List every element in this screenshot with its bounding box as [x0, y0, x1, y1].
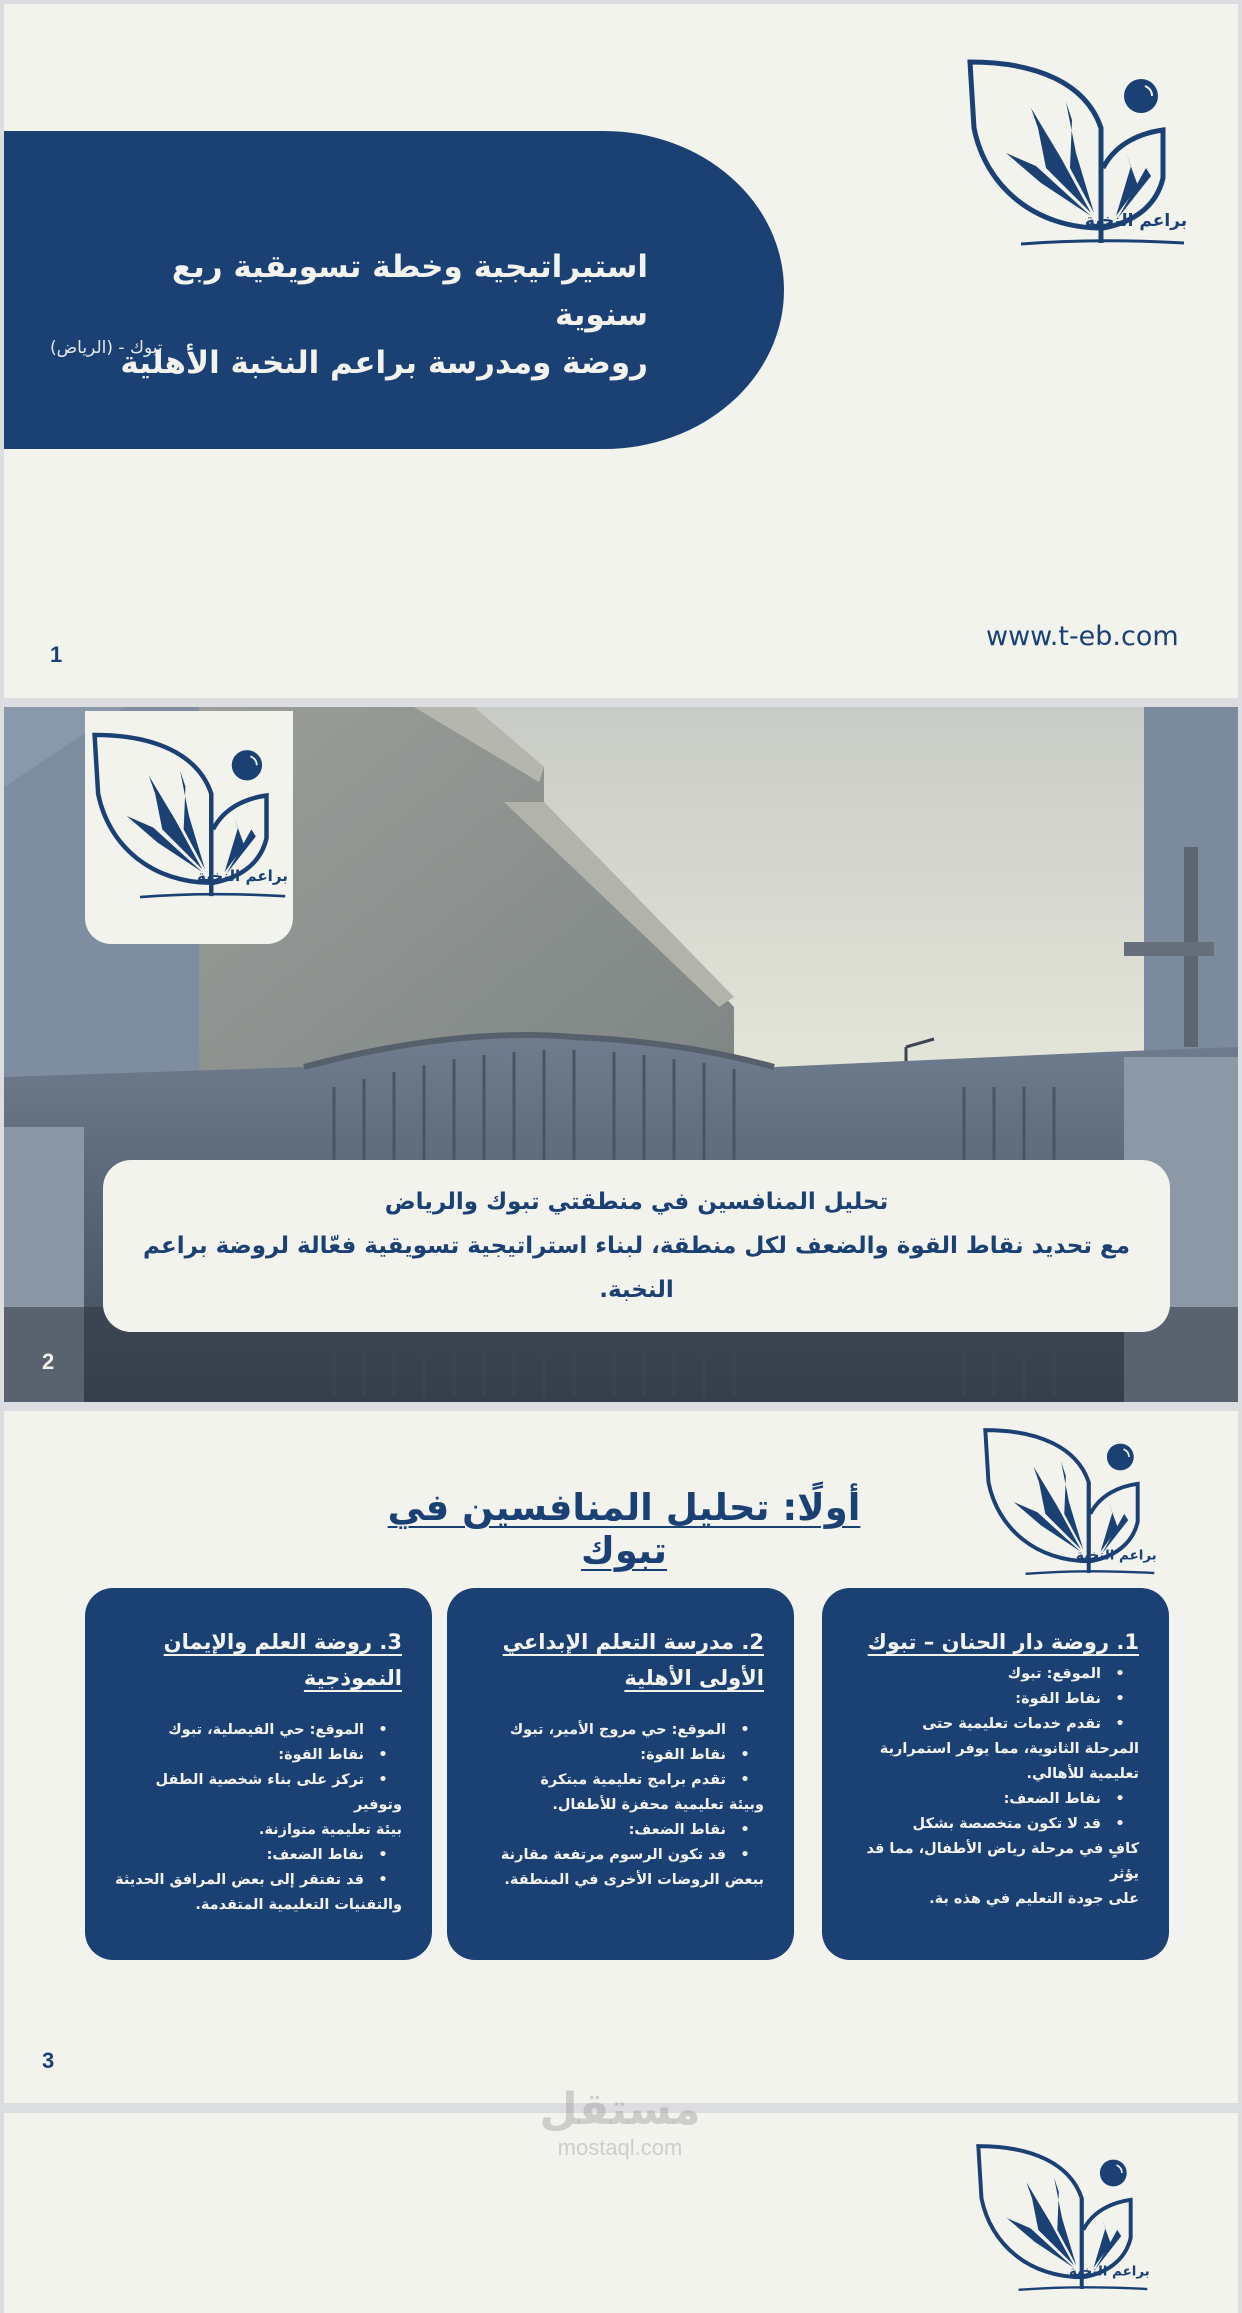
- bullet-icon: •: [1115, 1716, 1125, 1732]
- list-item: [473, 1743, 764, 1768]
- list-item: [473, 1818, 764, 1843]
- list-item: [111, 1768, 402, 1818]
- slide-title-line-2: روضة ومدرسة براعم النخبة الأهلية: [120, 345, 648, 381]
- item-text: قد تكون الرسوم مرتفعة مقارنة: [500, 1847, 726, 1863]
- website-url[interactable]: www.t-eb.com: [986, 621, 1179, 652]
- slide-4[interactable]: [4, 2113, 1238, 2313]
- title-band: [4, 131, 784, 449]
- intro-headline: تحليل المنافسين في منطقتي تبوك والرياض: [384, 1189, 889, 1215]
- bullet-icon: •: [740, 1747, 750, 1763]
- page-number: 2: [42, 1349, 55, 1374]
- brand-logo-icon: [972, 2143, 1152, 2293]
- slide-1[interactable]: [4, 4, 1238, 698]
- list-item: [111, 1718, 402, 1743]
- bullet-icon: •: [378, 1847, 388, 1863]
- item-text: نقاط القوة:: [640, 1747, 726, 1763]
- bullet-icon: •: [378, 1772, 388, 1788]
- intro-body: مع تحديد نقاط القوة والضعف لكل منطقة، لبناء استراتيجية تسويقية فعّالة لروضة براعم النخبة.: [143, 1233, 1130, 1303]
- list-item-continuation: على جودة التعليم في هذه بة.: [929, 1891, 1139, 1907]
- list-item-continuation: المرحلة الثانوية، مما يوفر استمرارية: [879, 1741, 1139, 1757]
- list-item-continuation: والتقنيات التعليمية المتقدمة.: [195, 1897, 402, 1913]
- competitor-heading: 2. مدرسة التعلم الإبداعي الأولى الأهلية: [502, 1630, 764, 1690]
- competitor-card-2: [447, 1588, 794, 1960]
- bullet-icon: •: [740, 1822, 750, 1838]
- list-item: [473, 1718, 764, 1743]
- item-text: نقاط القوة:: [1015, 1691, 1101, 1707]
- competitor-details: [111, 1718, 402, 1918]
- bullet-icon: •: [1115, 1791, 1125, 1807]
- item-text: نقاط القوة:: [278, 1747, 364, 1763]
- list-item: [848, 1662, 1139, 1687]
- item-text: قد لا تكون متخصصة بشكل: [912, 1816, 1101, 1832]
- list-item: [111, 1743, 402, 1768]
- list-item: [473, 1843, 764, 1868]
- slide-2[interactable]: [4, 707, 1238, 1402]
- slide-title-line-1: استيراتيجية وخطة تسويقية ربع سنوية: [171, 249, 648, 333]
- competitor-details: [848, 1662, 1139, 1912]
- competitor-card-1: [822, 1588, 1169, 1960]
- item-text: نقاط الضعف:: [266, 1847, 364, 1863]
- list-item-continuation: تعليمية للأهالي.: [1026, 1766, 1139, 1782]
- list-item: [848, 1787, 1139, 1812]
- list-item: [111, 1868, 402, 1893]
- brand-logo-icon: [91, 731, 287, 901]
- bullet-icon: •: [378, 1722, 388, 1738]
- item-text: نقاط الضعف:: [1003, 1791, 1101, 1807]
- item-text: تقدم خدمات تعليمية حتى: [922, 1716, 1101, 1732]
- competitor-heading: 1. روضة دار الحنان – تبوك: [867, 1630, 1139, 1654]
- bullet-icon: •: [378, 1872, 388, 1888]
- list-item-continuation: وبيئة تعليمية محفزة للأطفال.: [552, 1797, 764, 1813]
- brand-logo-icon: [964, 58, 1188, 248]
- list-item-continuation: بيئة تعليمية متوازنة.: [258, 1822, 402, 1838]
- item-text: نقاط الضعف:: [628, 1822, 726, 1838]
- bullet-icon: •: [740, 1772, 750, 1788]
- item-text: الموقع: تبوك: [1007, 1666, 1101, 1682]
- list-item: [848, 1712, 1139, 1737]
- section-title: أولًا: تحليل المنافسين في تبوك: [387, 1486, 861, 1572]
- list-item: [848, 1812, 1139, 1837]
- watermark-latin: mostaql.com: [557, 2135, 683, 2160]
- watermark-arabic: مستقل: [539, 2084, 701, 2135]
- bullet-icon: •: [740, 1722, 750, 1738]
- page-number: 1: [50, 642, 63, 667]
- item-text: قد تفتقر إلى بعض المرافق الحديثة: [115, 1872, 364, 1888]
- page-number: 3: [42, 2048, 55, 2073]
- competitor-details: [473, 1718, 764, 1893]
- bullet-icon: •: [1115, 1816, 1125, 1832]
- competitor-heading: 3. روضة العلم والإيمان النموذجية: [163, 1630, 402, 1690]
- item-text: الموقع: حي مروج الأمير، تبوك: [509, 1722, 726, 1738]
- list-item: [848, 1687, 1139, 1712]
- slide-title: [48, 243, 648, 387]
- slide-3[interactable]: [4, 1411, 1238, 2103]
- bullet-icon: •: [1115, 1666, 1125, 1682]
- list-item: [473, 1768, 764, 1793]
- item-text: تقدم برامج تعليمية مبتكرة: [540, 1772, 726, 1788]
- subtitle-text: تبوك - (الرياض): [50, 338, 163, 358]
- intro-text-card: [103, 1160, 1170, 1332]
- item-text: تركز على بناء شخصية الطفل وتوفير: [155, 1772, 402, 1813]
- list-item: [111, 1843, 402, 1868]
- bullet-icon: •: [740, 1847, 750, 1863]
- competitor-card-3: [85, 1588, 432, 1960]
- bullet-icon: •: [378, 1747, 388, 1763]
- list-item-continuation: ببعض الروضات الأخرى في المنطقة.: [504, 1872, 764, 1888]
- brand-logo-icon: [979, 1427, 1159, 1577]
- list-item-continuation: كافٍ في مرحلة رياض الأطفال، مما قد يؤثر: [866, 1841, 1139, 1882]
- bullet-icon: •: [1115, 1691, 1125, 1707]
- logo-card: [85, 711, 293, 944]
- item-text: الموقع: حي الفيصلية، تبوك: [168, 1722, 364, 1738]
- slide-subtitle: [50, 338, 250, 358]
